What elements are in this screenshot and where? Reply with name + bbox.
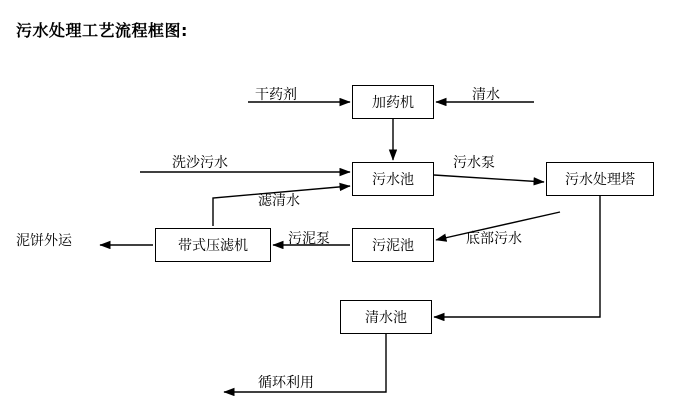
- node-belt-filter-press[interactable]: [155, 228, 271, 262]
- node-label: 清水池: [365, 310, 407, 326]
- page-title: 污水处理工艺流程框图:: [16, 21, 188, 40]
- node-clear-water-pool[interactable]: [340, 300, 432, 334]
- edge-label-sewage-pump: 污水泵: [453, 155, 495, 171]
- node-sewage-pool[interactable]: [352, 162, 434, 196]
- node-label: 污水处理塔: [565, 172, 635, 188]
- node-dosing-machine[interactable]: [352, 85, 434, 119]
- node-label: 污水池: [372, 172, 414, 188]
- node-sludge-pool[interactable]: [352, 228, 434, 262]
- edge-label-sand-wash-sewage: 洗沙污水: [172, 155, 228, 171]
- node-label: 带式压滤机: [178, 238, 248, 254]
- edge-label-filtrate-water: 滤清水: [258, 193, 300, 209]
- node-treatment-tower[interactable]: [546, 162, 654, 196]
- node-label: 污泥池: [372, 238, 414, 254]
- edge-label-recycle-use: 循环利用: [258, 375, 314, 391]
- edge-label-clean-water: 清水: [472, 87, 500, 103]
- edge-label-mud-cake-transport: 泥饼外运: [16, 233, 72, 249]
- edge-label-sludge-pump: 污泥泵: [288, 231, 330, 247]
- edge-label-bottom-sewage: 底部污水: [466, 231, 522, 247]
- edge-label-dry-agent: 干药剂: [255, 87, 297, 103]
- node-label: 加药机: [372, 95, 414, 111]
